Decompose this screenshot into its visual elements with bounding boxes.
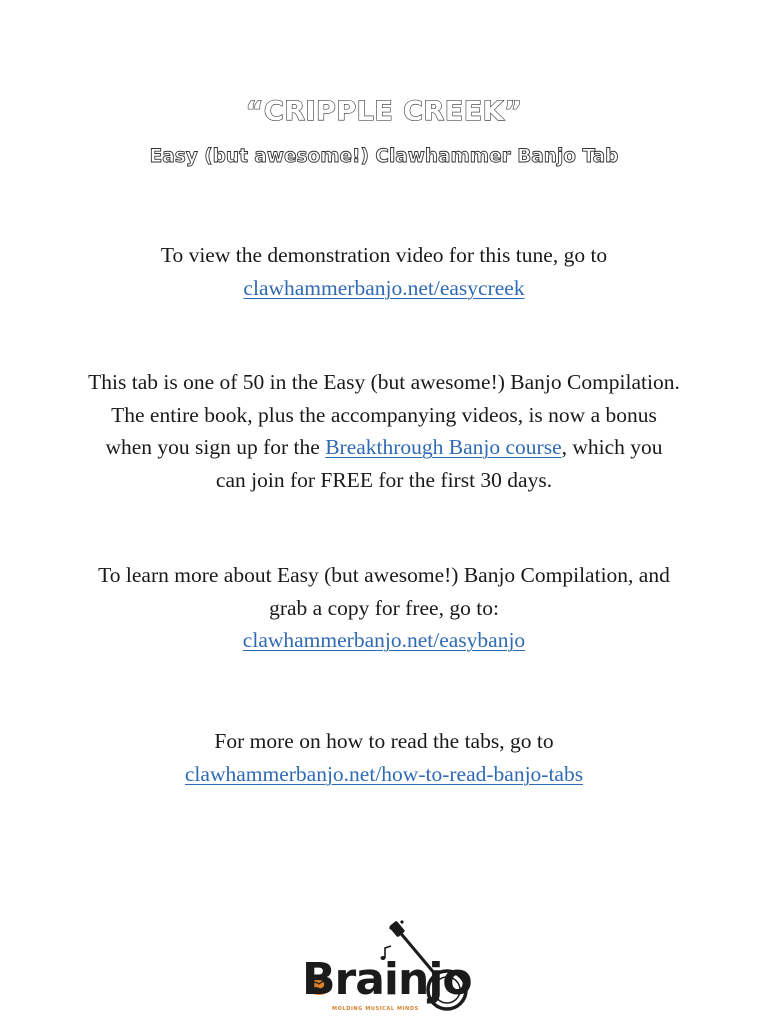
easy-banjo-link[interactable]: clawhammerbanjo.net/easybanjo (242, 628, 526, 652)
breakthrough-banjo-link[interactable]: Breakthrough Banjo course (325, 435, 562, 459)
compilation-text-line-2: The entire book, plus the accompanying videos, is now a bonus (111, 402, 657, 427)
video-text: To view the demonstration video for this tune, go to (160, 243, 608, 267)
logo-tagline: MOLDING MUSICAL MINDS (332, 1006, 419, 1012)
brainjo-logo (290, 918, 490, 1018)
compilation-text-line-4: can join for FREE for the first 30 days. (215, 467, 553, 492)
compilation-text-line-1: This tab is one of 50 in the Easy (but awesome!) Banjo Compilation. (88, 370, 680, 394)
learn-more-text-line-1: To learn more about Easy (but awesome!) Banjo Compilation, and (98, 563, 670, 587)
logo-wordmark: Brainjo (302, 954, 472, 1005)
page-title: “CRIPPLE CREEK” (245, 96, 523, 127)
read-tabs-link[interactable]: clawhammerbanjo.net/how-to-read-banjo-tabs (184, 761, 584, 786)
compilation-text-line-3 (60, 431, 708, 464)
video-paragraph (60, 239, 708, 304)
compilation-text-line-3-end: , which you (561, 435, 663, 459)
learn-more-text-line-2: grab a copy for free, go to: (269, 595, 499, 620)
read-tabs-paragraph (60, 725, 708, 790)
compilation-text-line-3-start: when you sign up for the (105, 435, 326, 459)
page-subtitle: Easy (but awesome!) Clawhammer Banjo Tab (149, 146, 619, 167)
video-link[interactable]: clawhammerbanjo.net/easycreek (243, 275, 525, 300)
read-tabs-text: For more on how to read the tabs, go to (214, 729, 554, 753)
compilation-paragraph (60, 366, 708, 496)
learn-more-paragraph (60, 559, 708, 657)
